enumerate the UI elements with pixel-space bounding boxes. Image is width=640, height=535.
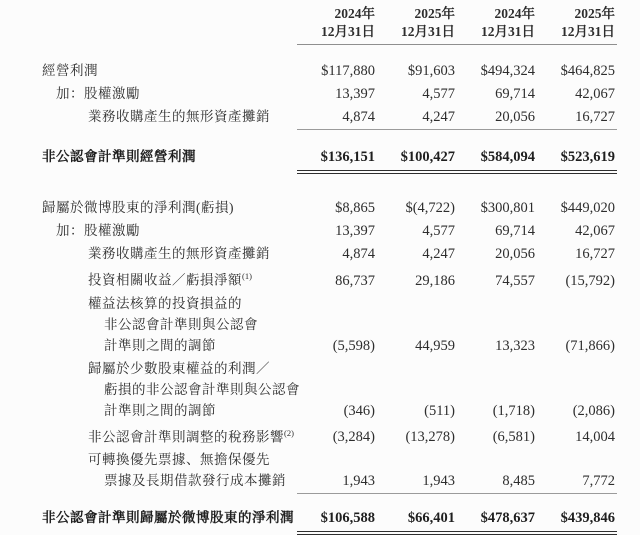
cell-value: 86,737 [335, 272, 375, 289]
cell-value: $478,637 [457, 508, 537, 535]
row-label: 加：股權激勵 [56, 86, 140, 101]
cell-value: 8,485 [457, 471, 537, 494]
cell-value: 4,577 [422, 86, 455, 102]
row-label: 歸屬於微博股東的淨利潤(虧損) [42, 200, 234, 215]
row-equity-method-adjustment-line3 [42, 335, 617, 358]
cell-value: $66,401 [377, 508, 457, 535]
row-label: 權益法核算的投資損益的 [88, 295, 242, 311]
row-non-gaap-operating-profit [42, 146, 617, 174]
row-label: 非公認會計準則調整的稅務影響$^{(2)}$ [88, 427, 294, 444]
cell-value: 14,004 [575, 429, 615, 445]
cell-value: 20,056 [457, 107, 537, 130]
cell-value: 13,323 [495, 337, 535, 354]
footnote-marker-1: (1) [242, 271, 252, 281]
cell-value: (511) [424, 402, 455, 419]
cell-value: 4,247 [422, 246, 455, 262]
cell-value: 16,727 [575, 246, 615, 262]
cell-value: (346) [343, 402, 375, 419]
row-equity-method-adjustment-line2 [42, 314, 617, 335]
cell-value: (71,866) [565, 337, 615, 354]
row-add-share-based-compensation [42, 83, 617, 106]
period-header [377, 5, 457, 45]
row-add-share-based-compensation [42, 220, 617, 243]
row-equity-method-adjustment-line1 [42, 293, 617, 314]
period-year: 2024年 [334, 6, 375, 21]
row-label: 加：股權激勵 [56, 223, 140, 238]
row-label: 投資相關收益／虧損淨額$^{(1)}$ [88, 271, 252, 288]
row-nci-adjustment-line1 [42, 358, 617, 379]
period-year: 2025年 [574, 6, 615, 21]
cell-value: (13,278) [405, 429, 455, 445]
row-nci-adjustment-line3 [42, 400, 617, 423]
cell-value: (1,718) [492, 402, 535, 419]
cell-value: 1,943 [377, 471, 457, 494]
cell-value: (2,086) [572, 402, 615, 419]
period-year: 2024年 [494, 6, 535, 21]
cell-value: $91,603 [407, 63, 455, 79]
row-label: 虧損的非公認會計準則與公認會 [104, 381, 300, 397]
cell-value: $8,865 [335, 200, 375, 216]
cell-value: 13,397 [335, 86, 375, 102]
cell-value: 4,577 [422, 223, 455, 239]
cell-value: $464,825 [560, 63, 615, 79]
row-nci-adjustment-line2 [42, 379, 617, 400]
row-label: 非公認會計準則與公認會 [104, 316, 258, 332]
cell-value: $523,619 [537, 147, 617, 174]
cell-value: $136,151 [297, 147, 377, 174]
cell-value: $494,324 [480, 63, 535, 79]
period-date: 12月31日 [481, 24, 535, 39]
period-date: 12月31日 [401, 24, 455, 39]
cell-value: $449,020 [560, 200, 615, 216]
row-investment-related-gains-losses [42, 266, 617, 293]
cell-value: 74,557 [495, 272, 535, 289]
row-notes-issuance-cost-line2 [42, 470, 617, 494]
cell-value: (15,792) [565, 272, 615, 289]
cell-value: 42,067 [575, 86, 615, 102]
cell-value: 44,959 [415, 337, 455, 354]
row-intangibles-amortization [42, 106, 617, 130]
cell-value: 1,943 [297, 471, 377, 494]
cell-value: $584,094 [457, 147, 537, 174]
period-date: 12月31日 [561, 24, 615, 39]
row-label: 票據及長期借款發行成本攤銷 [104, 473, 286, 488]
row-intangibles-amortization [42, 243, 617, 266]
cell-value: $106,588 [297, 508, 377, 535]
cell-value: $300,801 [480, 200, 535, 216]
cell-value: 4,874 [297, 107, 377, 130]
cell-value: 69,714 [495, 86, 535, 102]
cell-value: 20,056 [495, 246, 535, 262]
cell-value: 69,714 [495, 223, 535, 239]
cell-value: 4,247 [377, 107, 457, 130]
period-header [537, 5, 617, 45]
row-net-income-attributable-to-weibo [42, 197, 617, 220]
row-label: 經營利潤 [42, 63, 98, 78]
footnote-marker-2: (2) [284, 427, 294, 438]
cell-value: 29,186 [415, 272, 455, 289]
period-header [297, 5, 377, 45]
row-tax-effects-non-gaap [42, 423, 617, 450]
row-operating-profit [42, 60, 617, 83]
row-label: 計準則之間的調節 [104, 402, 216, 418]
row-label: 可轉換優先票據、無擔保優先 [88, 452, 270, 467]
cell-value: $(4,722) [405, 200, 455, 216]
period-header [457, 5, 537, 45]
row-label: 計準則之間的調節 [104, 337, 216, 353]
period-header-row [42, 5, 617, 45]
row-non-gaap-net-income-attributable [42, 507, 617, 535]
row-label: 業務收購產生的無形資產攤銷 [88, 246, 270, 261]
cell-value: 42,067 [575, 223, 615, 239]
period-year: 2025年 [414, 6, 455, 21]
cell-value: $117,880 [321, 63, 375, 79]
cell-value: (3,284) [332, 429, 375, 445]
row-label: 業務收購產生的無形資產攤銷 [88, 109, 270, 124]
period-date: 12月31日 [321, 24, 375, 39]
cell-value: $439,846 [537, 508, 617, 535]
cell-value: (6,581) [492, 429, 535, 445]
cell-value: 7,772 [537, 471, 617, 494]
cell-value: 13,397 [335, 223, 375, 239]
cell-value: 4,874 [342, 246, 375, 262]
cell-value: (5,598) [332, 337, 375, 354]
cell-value: $100,427 [377, 147, 457, 174]
row-label: 非公認會計準則經營利潤 [42, 149, 196, 164]
row-notes-issuance-cost-line1 [42, 449, 617, 470]
row-label: 歸屬於少數股東權益的利潤／ [88, 360, 270, 376]
cell-value: 16,727 [537, 107, 617, 130]
row-label: 非公認會計準則歸屬於微博股東的淨利潤 [42, 510, 294, 525]
